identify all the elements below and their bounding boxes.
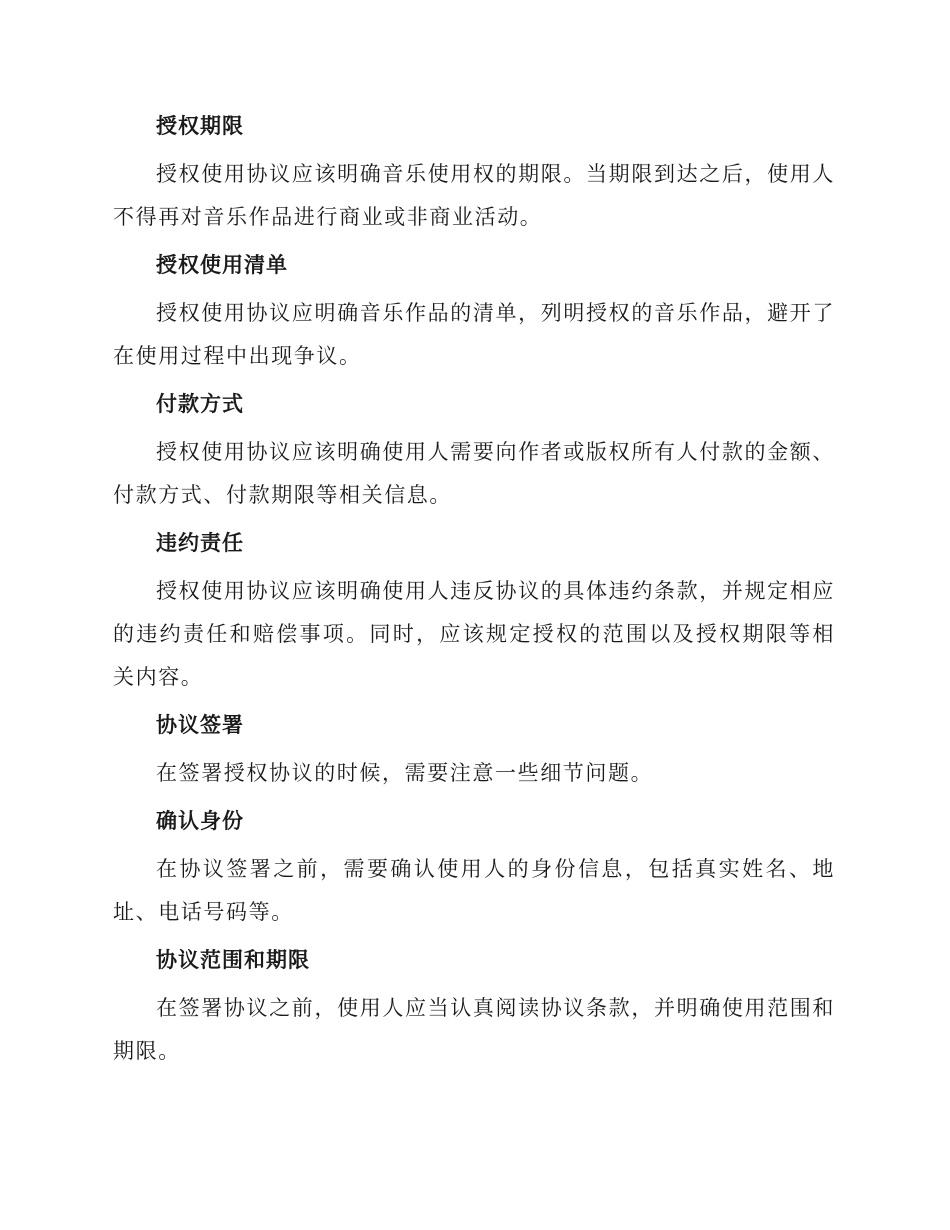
section-identity-confirmation [113,803,835,934]
section-scope-and-term [113,942,835,1073]
section-paragraph: 授权使用协议应该明确使用人需要向作者或版权所有人付款的金额、付款方式、付款期限等相关信息。 [113,440,835,507]
section-heading: 授权使用清单 [156,253,288,277]
section-heading: 付款方式 [156,392,244,416]
section-heading: 授权期限 [156,114,244,138]
section-authorization-term [113,108,835,239]
section-heading: 违约责任 [156,531,244,555]
section-heading: 协议范围和期限 [156,948,310,972]
section-authorization-list [113,247,835,378]
section-agreement-signing [113,707,835,795]
section-paragraph: 授权使用协议应明确音乐作品的清单，列明授权的音乐作品，避开了在使用过程中出现争议。 [113,301,835,368]
section-heading: 协议签署 [156,713,244,737]
section-paragraph: 授权使用协议应该明确使用人违反协议的具体违约条款，并规定相应的违约责任和赔偿事项。同时，应该规定授权的范围以及授权期限等相关内容。 [113,579,835,689]
document-page [113,108,835,1081]
section-paragraph: 授权使用协议应该明确音乐使用权的期限。当期限到达之后，使用人不得再对音乐作品进行商业或非商业活动。 [113,162,835,229]
section-heading: 确认身份 [156,809,244,833]
section-payment-method [113,386,835,517]
section-paragraph: 在协议签署之前，需要确认使用人的身份信息，包括真实姓名、地址、电话号码等。 [113,857,835,924]
section-paragraph: 在签署协议之前，使用人应当认真阅读协议条款，并明确使用范围和期限。 [113,996,835,1063]
section-breach-liability [113,525,835,699]
section-paragraph: 在签署授权协议的时候，需要注意一些细节问题。 [156,761,654,785]
